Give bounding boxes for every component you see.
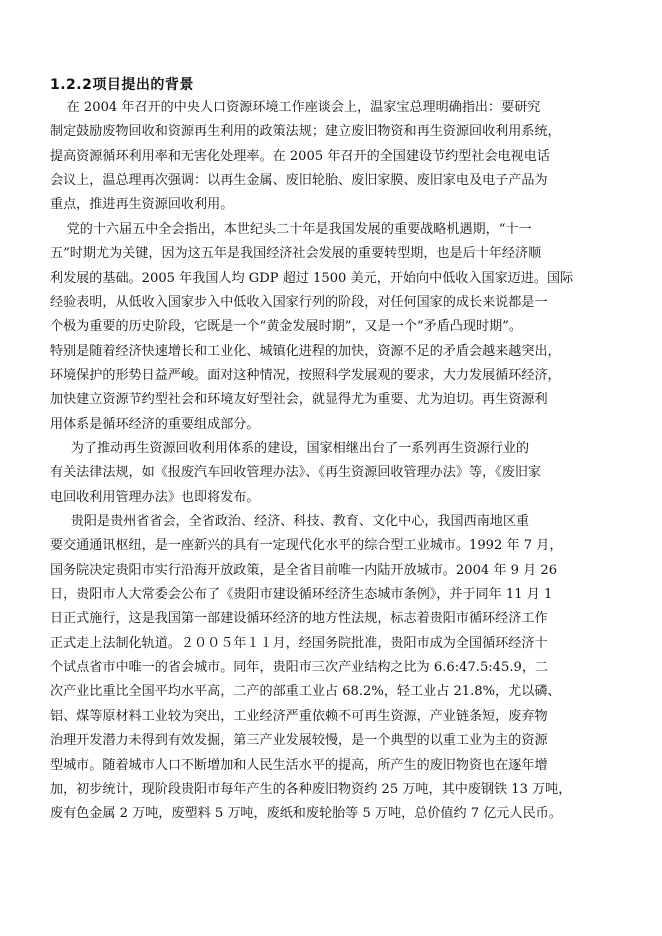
text-line: 五”时期尤为关键，因为这五年是我国经济社会发展的重要转型期，也是后十年经济顺 [50, 246, 542, 262]
text-line: 加快建立资源节约型社会和环境友好型社会，就显得尤为重要、尤为迫切。再生资源利 [50, 392, 548, 408]
text-line: 正式走上法制化轨道。２００５年１１月，经国务院批准，贵阳市成为全国循环经济十 [50, 635, 548, 651]
text-line: 重点，推进再生资源回收利用。 [50, 197, 234, 213]
text-line: 个试点省市中唯一的省会城市。同年，贵阳市三次产业结构之比为 6.6:47.5:45.9，二 [50, 660, 549, 676]
text-line: 电回收利用管理办法》也即将发布。 [50, 489, 260, 505]
text-line: 型城市。随着城市人口不断增加和人民生活水平的提高，所产生的废旧物资也在逐年增 [50, 757, 548, 773]
text-line: 日正式施行，这是我国第一部建设循环经济的地方性法规，标志着贵阳市循环经济工作 [50, 611, 548, 627]
text-line: 在 2004 年召开的中央人口资源环境工作座谈会上，温家宝总理明确指出：要研究 [50, 100, 541, 115]
text-line: 制定鼓励废物回收和资源再生利用的政策法规；建立废旧物资和再生资源回收利用系统， [50, 124, 561, 140]
text-line: 环境保护的形势日益严峻。面对这种情况，按照科学发展观的要求，大力发展循环经济， [50, 367, 561, 383]
text-line: 经验表明，从低收入国家步入中低收入国家行列的阶段，对任何国家的成长来说都是一 [50, 294, 548, 310]
text-line: 次产业比重比全国平均水平高，二产的部重工业占 68.2%，轻工业占 21.8%，尤以磷、 [50, 684, 561, 700]
text-line: 为了推动再生资源回收利用体系的建设，国家相继出台了一系列再生资源行业的 [50, 440, 530, 456]
text-line: 有关法律法规，如《报废汽车回收管理办法》、《再生资源回收管理办法》等，《废旧家 [50, 465, 542, 481]
text-line: 治理开发潜力未得到有效发掘，第三产业发展较慢，是一个典型的以重工业为主的资源 [50, 733, 548, 749]
text-line: 党的十六届五中全会指出，本世纪头二十年是我国发展的重要战略机遇期，“十一 [50, 221, 532, 237]
text-line: 铝、煤等原材料工业较为突出，工业经济严重依赖不可再生资源，产业链条短，废弃物 [50, 708, 548, 724]
text-line: 日，贵阳市人大常委会公布了《贵阳市建设循环经济生态城市条例》，并于同年 11 月 1 [50, 587, 553, 602]
text-line: 利发展的基础。2005 年我国人均 GDP 超过 1500 美元，开始向中低收入国家迈进。国际 [50, 270, 574, 286]
text-line: 会议上，温总理再次强调：以再生金属、废旧轮胎、废旧家膜、废旧家电及电子产品为 [50, 173, 548, 189]
text-line: 废有色金属 2 万吨，废塑料 5 万吨，废纸和废轮胎等 5 万吨，总价值约 7 亿元人民币。 [50, 806, 562, 822]
text-line: 特别是随着经济快速增长和工业化、城镇化进程的加快，资源不足的矛盾会越来越突出， [50, 343, 561, 359]
text-line: 要交通通讯枢纽，是一座新兴的具有一定现代化水平的综合型工业城市。1992 年 7 月， [50, 538, 563, 554]
section-heading: 1.2.2项目提出的背景 [50, 77, 194, 93]
text-line: 提高资源循环利用率和无害化处理率。在 2005 年召开的全国建设节约型社会电视电话 [50, 148, 550, 164]
text-line: 用体系是循环经济的重要组成部分。 [50, 416, 260, 432]
text-line: 个极为重要的历史阶段，它既是一个“黄金发展时期”，又是一个“矛盾凸现时期”。 [50, 319, 522, 335]
text-line: 贵阳是贵州省省会，全省政治、经济、科技、教育、文化中心，我国西南地区重 [50, 514, 530, 529]
text-line: 加，初步统计，现阶段贵阳市每年产生的各种废旧物资约 25 万吨，其中废钢铁 13 万吨， [50, 781, 572, 797]
text-line: 国务院决定贵阳市实行沿海开放政策，是全省目前唯一内陆开放城市。2004 年 9 月 26 [50, 562, 558, 578]
